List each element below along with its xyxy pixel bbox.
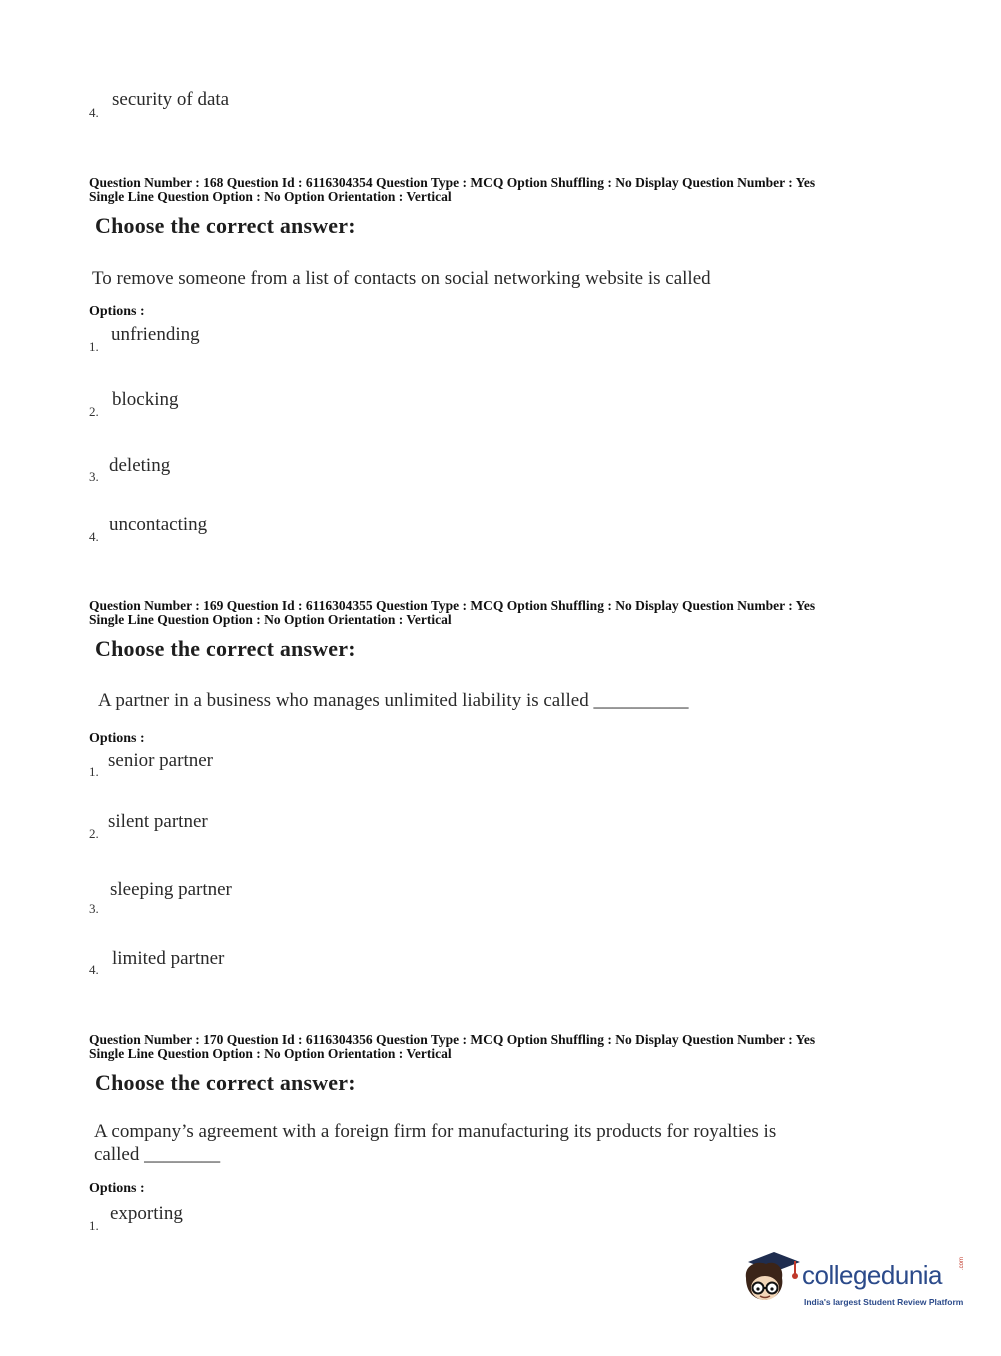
question-meta-line2: Single Line Question Option : No Option Orientation : Vertical <box>89 189 452 204</box>
option-text: deleting <box>109 455 171 476</box>
option-text: blocking <box>112 389 179 410</box>
option-number: 4. <box>89 962 99 977</box>
options-label: Options : <box>89 304 145 319</box>
question-text: To remove someone from a list of contacts on social networking website is called <box>92 268 711 289</box>
option-number: 1. <box>89 1218 99 1233</box>
question-heading: Choose the correct answer: <box>95 213 356 238</box>
option-text: limited partner <box>112 948 225 969</box>
question-meta-line2: Single Line Question Option : No Option Orientation : Vertical <box>89 612 452 627</box>
question-heading: Choose the correct answer: <box>95 636 356 661</box>
option-number: 4. <box>89 529 99 544</box>
mascot-icon <box>740 1248 800 1310</box>
option-text: unfriending <box>111 324 200 345</box>
options-label: Options : <box>89 731 145 746</box>
option-number: 3. <box>89 901 99 916</box>
option-text: security of data <box>112 89 230 110</box>
question-text-line2: called ________ <box>94 1144 221 1165</box>
option-number: 1. <box>89 339 99 354</box>
option-text: uncontacting <box>109 514 208 535</box>
brand-tagline: India's largest Student Review Platform <box>804 1297 964 1307</box>
option-text: silent partner <box>108 811 208 832</box>
option-number: 4. <box>89 105 99 120</box>
option-number: 3. <box>89 469 99 484</box>
question-meta-line1: Question Number : 170 Question Id : 6116304356 Question Type : MCQ Option Shuffling : No Display Question Number : Yes <box>89 1032 816 1047</box>
option-text: senior partner <box>108 750 213 771</box>
question-meta-line1: Question Number : 169 Question Id : 6116304355 Question Type : MCQ Option Shuffling : No Display Question Number : Yes <box>89 598 816 613</box>
options-label: Options : <box>89 1181 145 1196</box>
option-number: 1. <box>89 764 99 779</box>
question-text-line1: A company’s agreement with a foreign firm for manufacturing its products for royalties is <box>94 1121 777 1142</box>
brand-name: collegedunia <box>802 1260 943 1290</box>
option-number: 2. <box>89 404 99 419</box>
option-number: 2. <box>89 826 99 841</box>
question-meta-line1: Question Number : 168 Question Id : 6116304354 Question Type : MCQ Option Shuffling : No Display Question Number : Yes <box>89 175 816 190</box>
option-text: sleeping partner <box>110 879 232 900</box>
option-text: exporting <box>110 1203 183 1224</box>
brand-tld: .com <box>959 1256 965 1270</box>
question-meta-line2: Single Line Question Option : No Option Orientation : Vertical <box>89 1046 452 1061</box>
question-text: A partner in a business who manages unlimited liability is called __________ <box>98 690 689 711</box>
collegedunia-logo <box>740 1248 970 1318</box>
question-heading: Choose the correct answer: <box>95 1070 356 1095</box>
